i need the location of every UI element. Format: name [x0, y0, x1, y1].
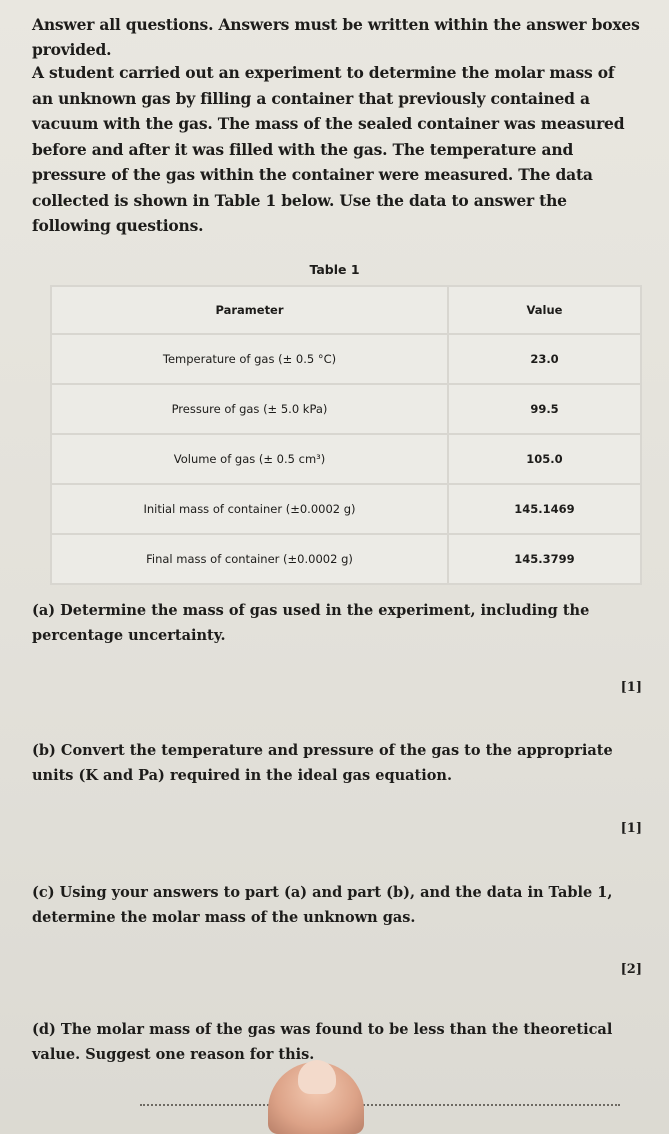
data-table — [50, 285, 642, 585]
intro-paragraph: A student carried out an experiment to determine the molar mass of an unknown gas by filling a container that previously contained a vacuum with the gas. The mass of the sealed container was measured before and after it was filled with the gas. The temperature and pressure of the gas within the container were measured. The data collected is shown in Table 1 below. Use the data to answer the following questions. — [32, 63, 625, 235]
table-caption: Table 1 — [309, 262, 360, 277]
table-row — [51, 334, 641, 384]
table-row — [51, 434, 641, 484]
answer-line — [140, 1104, 620, 1106]
question-a: (a) Determine the mass of gas used in the experiment, including the percentage uncertainty. — [32, 602, 590, 644]
table-row — [51, 384, 641, 434]
question-c: (c) Using your answers to part (a) and part (b), and the data in Table 1, determine the molar mass of the unknown gas. — [32, 884, 613, 926]
table-row — [51, 484, 641, 534]
parameter-cell: Temperature of gas (± 0.5 °C) — [51, 334, 448, 384]
value-cell: 105.0 — [448, 434, 641, 484]
table-row — [51, 534, 641, 584]
question-d: (d) The molar mass of the gas was found to be less than the theoretical value. Suggest one reason for this. — [32, 1021, 613, 1063]
value-cell: 23.0 — [448, 334, 641, 384]
parameter-cell: Volume of gas (± 0.5 cm³) — [51, 434, 448, 484]
value-cell: 145.1469 — [448, 484, 641, 534]
value-cell: 145.3799 — [448, 534, 641, 584]
question-b: (b) Convert the temperature and pressure of the gas to the appropriate units (K and Pa) required in the ideal gas equation. — [32, 742, 613, 784]
parameter-cell: Initial mass of container (±0.0002 g) — [51, 484, 448, 534]
table-header-row — [51, 286, 641, 334]
header-value: Value — [448, 286, 641, 334]
instructions-text: Answer all questions. Answers must be written within the answer boxes provided. — [32, 15, 640, 59]
parameter-cell: Final mass of container (±0.0002 g) — [51, 534, 448, 584]
marks-a: [1] — [620, 680, 642, 695]
parameter-cell: Pressure of gas (± 5.0 kPa) — [51, 384, 448, 434]
marks-c: [2] — [620, 962, 642, 977]
fingernail-photo-artifact — [298, 1060, 336, 1094]
marks-b: [1] — [620, 821, 642, 836]
value-cell: 99.5 — [448, 384, 641, 434]
header-parameter: Parameter — [51, 286, 448, 334]
